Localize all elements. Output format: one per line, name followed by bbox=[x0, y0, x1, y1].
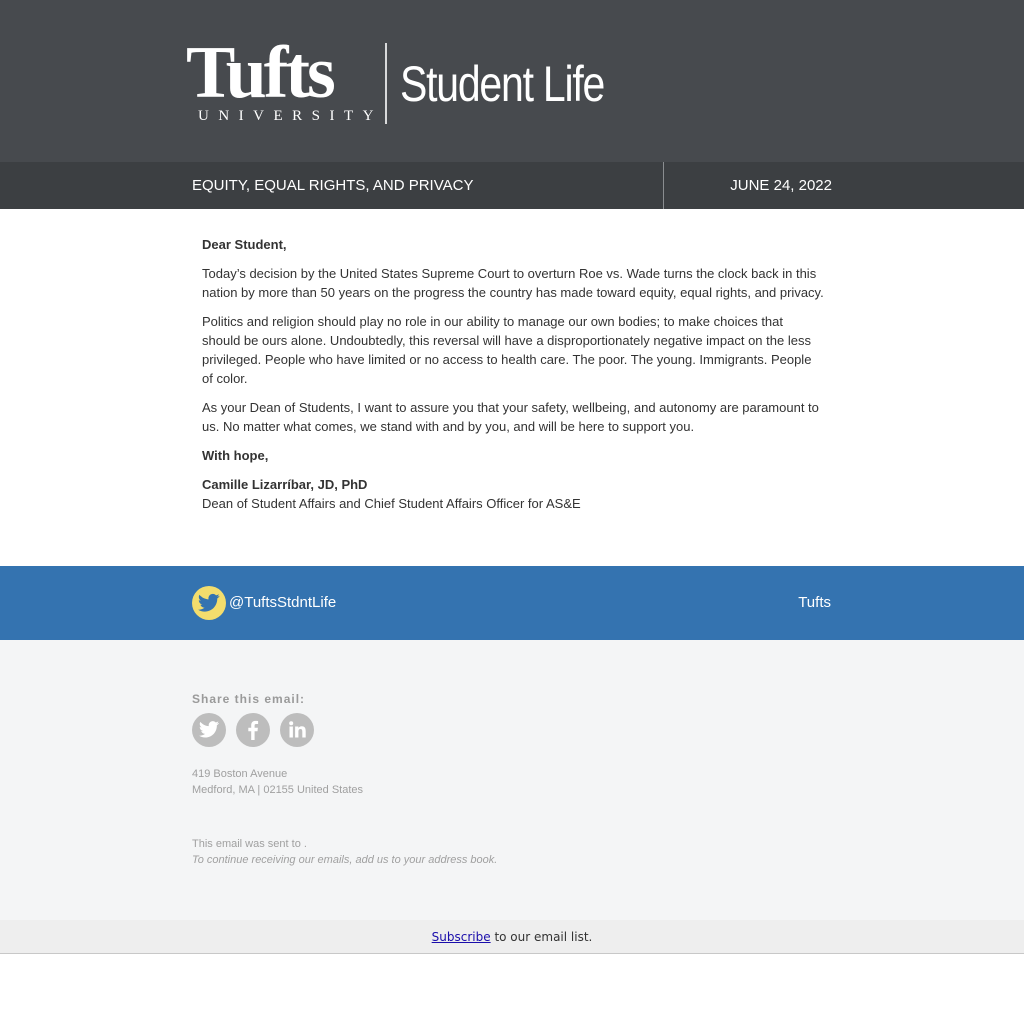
letter-body bbox=[202, 235, 824, 513]
address-line-2: Medford, MA | 02155 United States bbox=[192, 784, 364, 796]
share-facebook-icon[interactable] bbox=[236, 713, 270, 747]
subscribe-rest-text: to our email list. bbox=[490, 930, 593, 944]
share-linkedin-icon[interactable] bbox=[280, 713, 314, 747]
address-book-note: To continue receiving our emails, add us to your address book. bbox=[192, 854, 498, 866]
signer-name: Camille Lizarríbar, JD, PhD bbox=[202, 477, 368, 492]
twitter-icon[interactable] bbox=[192, 586, 226, 620]
sent-to-note: This email was sent to . bbox=[192, 838, 307, 850]
logo-department-text: Student Life bbox=[400, 56, 605, 112]
subject-bar bbox=[0, 162, 1024, 209]
address-line-1: 419 Boston Avenue bbox=[192, 768, 288, 780]
letter-paragraph: As your Dean of Students, I want to assure you that your safety, wellbeing, and autonomy are paramount to us. No matter what comes, we stand with and by you, and will be here to support you. bbox=[202, 400, 819, 434]
tufts-site-link[interactable]: Tufts bbox=[798, 594, 831, 611]
letter-salutation: Dear Student, bbox=[202, 237, 287, 252]
letter-closing: With hope, bbox=[202, 448, 269, 463]
social-bar bbox=[0, 566, 1024, 640]
email-subject: EQUITY, EQUAL RIGHTS, AND PRIVACY bbox=[192, 177, 474, 194]
twitter-handle-link[interactable]: @TuftsStdntLife bbox=[229, 594, 337, 611]
letter-paragraph: Politics and religion should play no role in our ability to manage our own bodies; to make choices that should be ours alone. Undoubtedly, this reversal will have a disproportionately negative impact on the less privileged. People who have limited or no access to health care. The poor. The young. Immigrants. People of color. bbox=[202, 314, 812, 386]
share-label: Share this email: bbox=[192, 692, 306, 706]
subject-bar-divider bbox=[663, 162, 664, 209]
signer-title: Dean of Student Affairs and Chief Student Affairs Officer for AS&E bbox=[202, 496, 581, 511]
logo-university-text: UNIVERSITY bbox=[198, 108, 383, 124]
letter-paragraph: Today’s decision by the United States Supreme Court to overturn Roe vs. Wade turns the clock back in this nation by more than 50 years on the progress the country has made toward equity, equal rights, and privacy. bbox=[202, 266, 824, 300]
email-date: JUNE 24, 2022 bbox=[730, 177, 832, 194]
logo-wordmark: Tufts bbox=[186, 32, 333, 114]
logo-divider bbox=[385, 43, 387, 124]
share-twitter-icon[interactable] bbox=[192, 713, 226, 747]
email-footer bbox=[0, 640, 1024, 920]
subscribe-text bbox=[0, 930, 1024, 944]
email-header bbox=[0, 0, 1024, 162]
subscribe-bar bbox=[0, 920, 1024, 954]
subscribe-link[interactable]: Subscribe bbox=[431, 930, 491, 944]
